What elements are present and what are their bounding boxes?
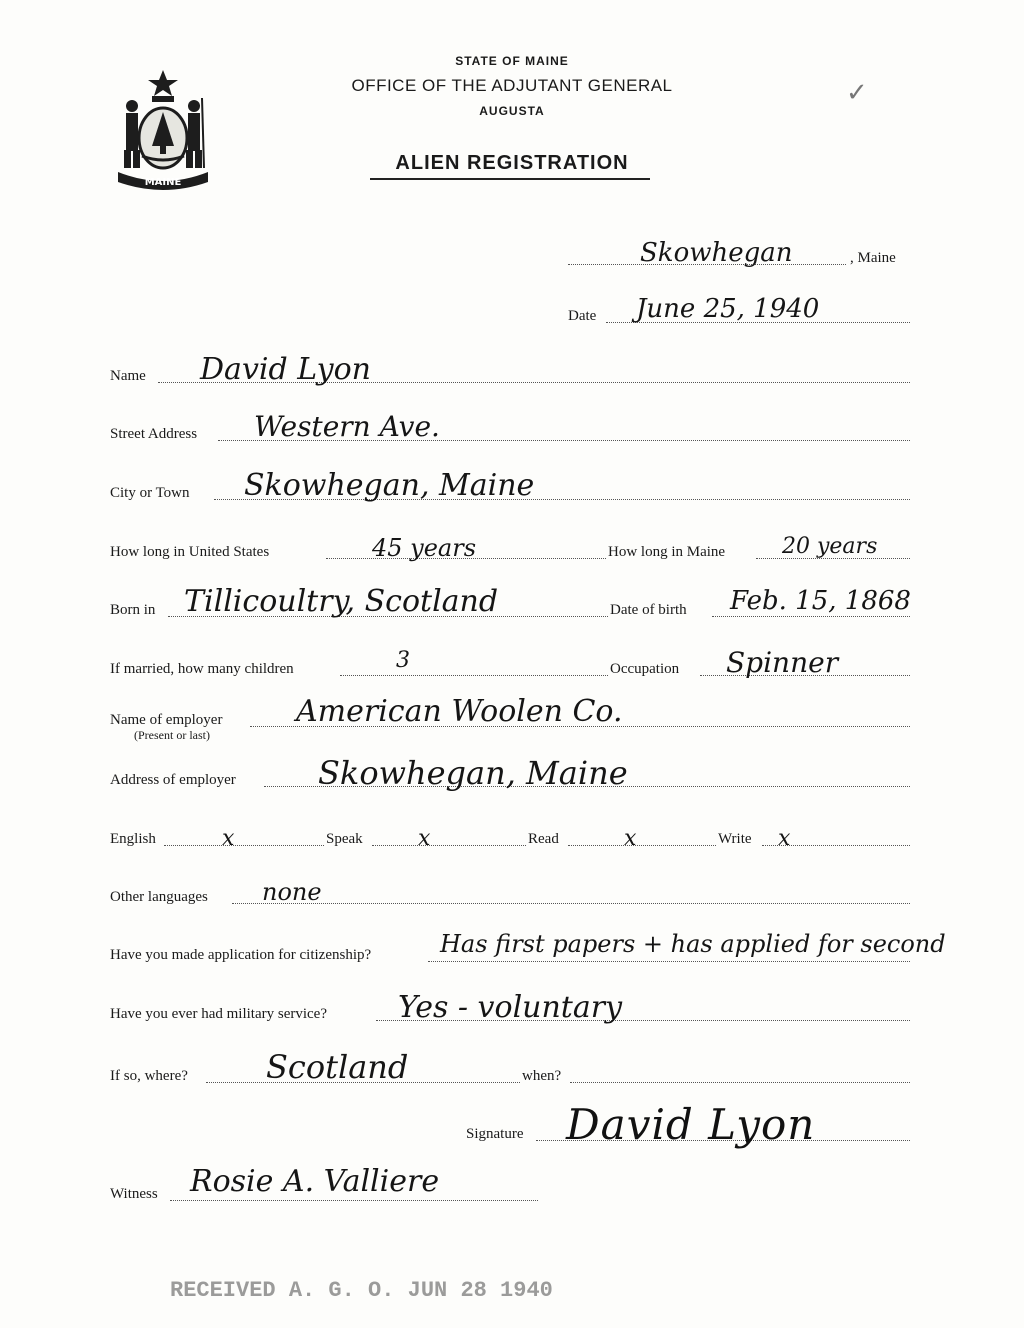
english-label: English (110, 831, 156, 847)
city-label: City or Town (110, 485, 190, 501)
read-value: x (624, 826, 637, 851)
write-value: x (778, 826, 791, 851)
write-label: Write (718, 831, 752, 847)
citizenship-value: Has first papers + has applied for second (440, 930, 946, 958)
city-value: Skowhegan, Maine (244, 468, 535, 503)
header-state: STATE OF MAINE (455, 54, 569, 68)
occupation-value: Spinner (726, 646, 839, 679)
received-stamp: RECEIVED A. G. O. JUN 28 1940 (170, 1278, 553, 1303)
form-title: ALIEN REGISTRATION (395, 152, 629, 174)
location-suffix: , Maine (850, 250, 896, 266)
years-maine-value: 20 years (782, 534, 878, 559)
when-line (570, 1082, 910, 1083)
witness-line (170, 1200, 538, 1201)
speak-label: Speak (326, 831, 363, 847)
signature-value: David Lyon (566, 1100, 816, 1149)
witness-value: Rosie A. Valliere (190, 1164, 440, 1199)
employer-sublabel: (Present or last) (134, 728, 210, 742)
location-value: Skowhegan (640, 238, 793, 268)
other-languages-line (232, 903, 910, 904)
when-label: when? (522, 1068, 562, 1084)
other-languages-value: none (262, 878, 322, 906)
speak-line (372, 845, 526, 846)
citizenship-line (428, 961, 910, 962)
employer-label: Name of employer (110, 712, 223, 728)
years-maine-label: How long in Maine (608, 544, 726, 560)
seal-text: MAINE (144, 177, 182, 188)
employer-address-value: Skowhegan, Maine (318, 754, 628, 792)
date-value: June 25, 1940 (636, 294, 820, 324)
dob-value: Feb. 15, 1868 (730, 586, 911, 616)
english-value: x (222, 826, 235, 851)
english-line (164, 845, 324, 846)
header-office: OFFICE OF THE ADJUTANT GENERAL (351, 76, 673, 95)
witness-label: Witness (110, 1186, 158, 1202)
where-label: If so, where? (110, 1068, 188, 1084)
military-value: Yes - voluntary (398, 990, 623, 1025)
occupation-label: Occupation (610, 661, 680, 677)
where-value: Scotland (266, 1048, 409, 1086)
name-label: Name (110, 368, 146, 384)
born-in-value: Tillicoultry, Scotland (184, 584, 499, 619)
born-in-label: Born in (110, 602, 156, 618)
read-line (568, 845, 716, 846)
children-line (340, 675, 608, 676)
dob-label: Date of birth (610, 602, 687, 618)
title-underline (370, 178, 650, 180)
dob-line (712, 616, 910, 617)
signature-label: Signature (466, 1126, 524, 1142)
children-label: If married, how many children (110, 661, 294, 677)
children-value: 3 (396, 648, 410, 673)
street-address-label: Street Address (110, 426, 198, 442)
employer-address-label: Address of employer (110, 772, 236, 788)
employer-value: American Woolen Co. (296, 694, 623, 729)
check-mark-icon: ✓ (846, 78, 868, 108)
name-value: David Lyon (200, 352, 371, 387)
years-us-label: How long in United States (110, 544, 270, 560)
speak-value: x (418, 826, 431, 851)
header-city: AUGUSTA (479, 104, 545, 118)
read-label: Read (528, 831, 559, 847)
street-address-value: Western Ave. (254, 410, 440, 443)
date-label: Date (568, 308, 597, 324)
state-seal-icon (112, 68, 214, 192)
citizenship-label: Have you made application for citizenship? (110, 947, 372, 963)
military-label: Have you ever had military service? (110, 1006, 327, 1022)
years-us-value: 45 years (372, 534, 477, 562)
other-languages-label: Other languages (110, 889, 208, 905)
